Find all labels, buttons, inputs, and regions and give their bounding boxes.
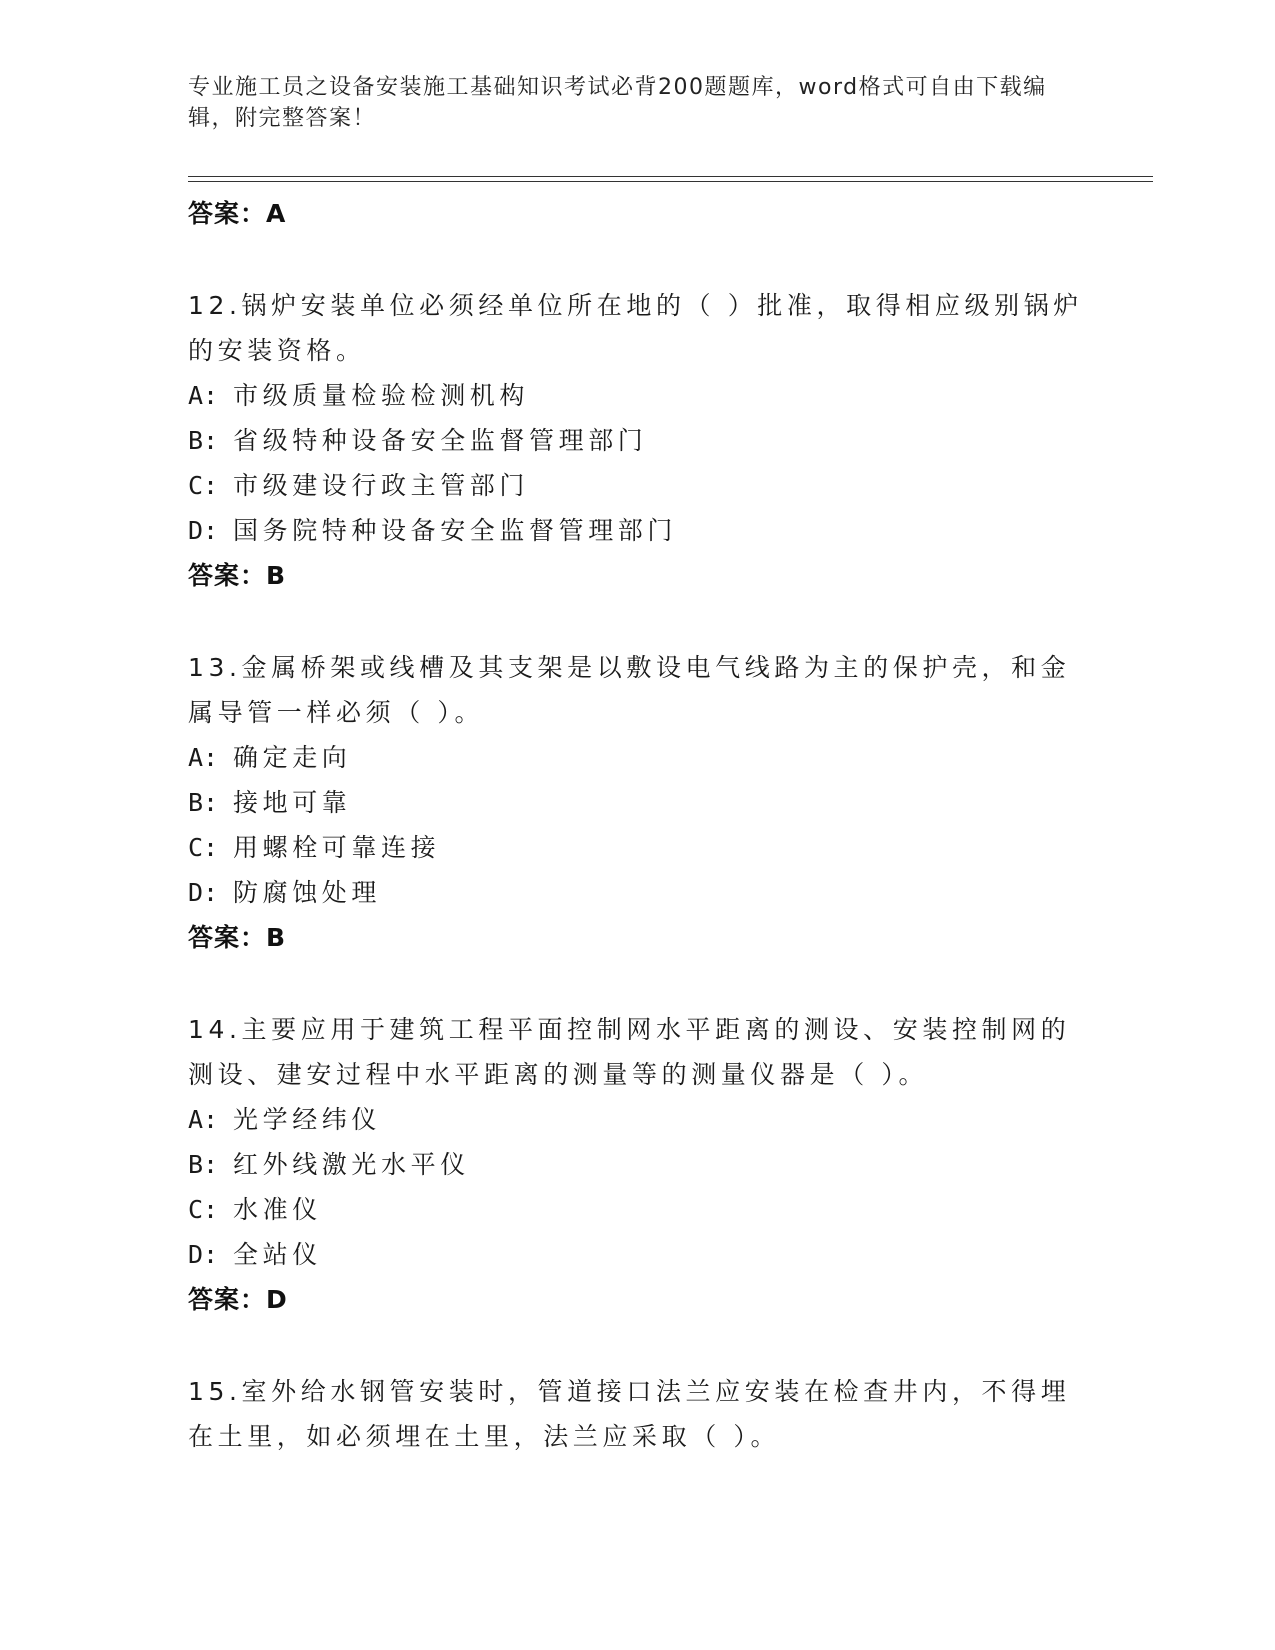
answer-label-q11: 答案：A — [188, 199, 287, 228]
option-key: B: — [188, 788, 219, 817]
header-divider-top — [188, 176, 1153, 177]
option-key: C: — [188, 833, 219, 862]
question-13 — [188, 645, 1088, 960]
option-d — [188, 870, 1088, 915]
option-b — [188, 418, 1088, 463]
option-c — [188, 1187, 1088, 1232]
option-text: 国务院特种设备安全监督管理部门 — [233, 516, 678, 545]
option-key: C: — [188, 471, 219, 500]
option-key: A: — [188, 1105, 219, 1134]
option-c — [188, 463, 1088, 508]
answer-label: 答案：B — [188, 561, 287, 590]
option-text: 光学经纬仪 — [233, 1105, 382, 1134]
option-d — [188, 508, 1088, 553]
option-key: D: — [188, 516, 219, 545]
option-text: 市级质量检验检测机构 — [233, 381, 530, 410]
option-d — [188, 1232, 1088, 1277]
option-text: 市级建设行政主管部门 — [233, 471, 530, 500]
option-key: D: — [188, 878, 219, 907]
option-text: 接地可靠 — [233, 788, 352, 817]
question-stem: 14.主要应用于建筑工程平面控制网水平距离的测设、安装控制网的测设、建安过程中水平距离的测量等的测量仪器是（ ）。 — [188, 1015, 1071, 1089]
answer-label: 答案：B — [188, 923, 287, 952]
question-stem: 12.锅炉安装单位必须经单位所在地的（ ）批准，取得相应级别锅炉的安装资格。 — [188, 291, 1083, 365]
option-key: A: — [188, 381, 219, 410]
question-14 — [188, 1007, 1088, 1322]
option-b — [188, 1142, 1088, 1187]
document-header: 专业施工员之设备安装施工基础知识考试必背200题题库，word格式可自由下载编辑，附完整答案！ — [188, 75, 1047, 131]
option-key: A: — [188, 743, 219, 772]
option-b — [188, 780, 1088, 825]
document-body — [188, 187, 1088, 1459]
option-text: 水准仪 — [233, 1195, 322, 1224]
option-key: B: — [188, 1150, 219, 1179]
answer-label: 答案：D — [188, 1285, 288, 1314]
option-c — [188, 825, 1088, 870]
option-key: C: — [188, 1195, 219, 1224]
option-key: B: — [188, 426, 219, 455]
option-text: 确定走向 — [233, 743, 352, 772]
option-key: D: — [188, 1240, 219, 1269]
option-a — [188, 373, 1088, 418]
question-stem: 13.金属桥架或线槽及其支架是以敷设电气线路为主的保护壳，和金属导管一样必须（ ）。 — [188, 653, 1071, 727]
option-text: 防腐蚀处理 — [233, 878, 382, 907]
option-a — [188, 1097, 1088, 1142]
question-stem: 15.室外给水钢管安装时，管道接口法兰应安装在检查井内，不得埋在土里，如必须埋在土里，法兰应采取（ ）。 — [188, 1377, 1071, 1451]
option-text: 全站仪 — [233, 1240, 322, 1269]
option-text: 用螺栓可靠连接 — [233, 833, 441, 862]
header-divider-bottom — [188, 181, 1153, 182]
question-12 — [188, 283, 1088, 598]
option-a — [188, 735, 1088, 780]
option-text: 省级特种设备安全监督管理部门 — [233, 426, 648, 455]
question-15 — [188, 1369, 1088, 1459]
option-text: 红外线激光水平仪 — [233, 1150, 470, 1179]
